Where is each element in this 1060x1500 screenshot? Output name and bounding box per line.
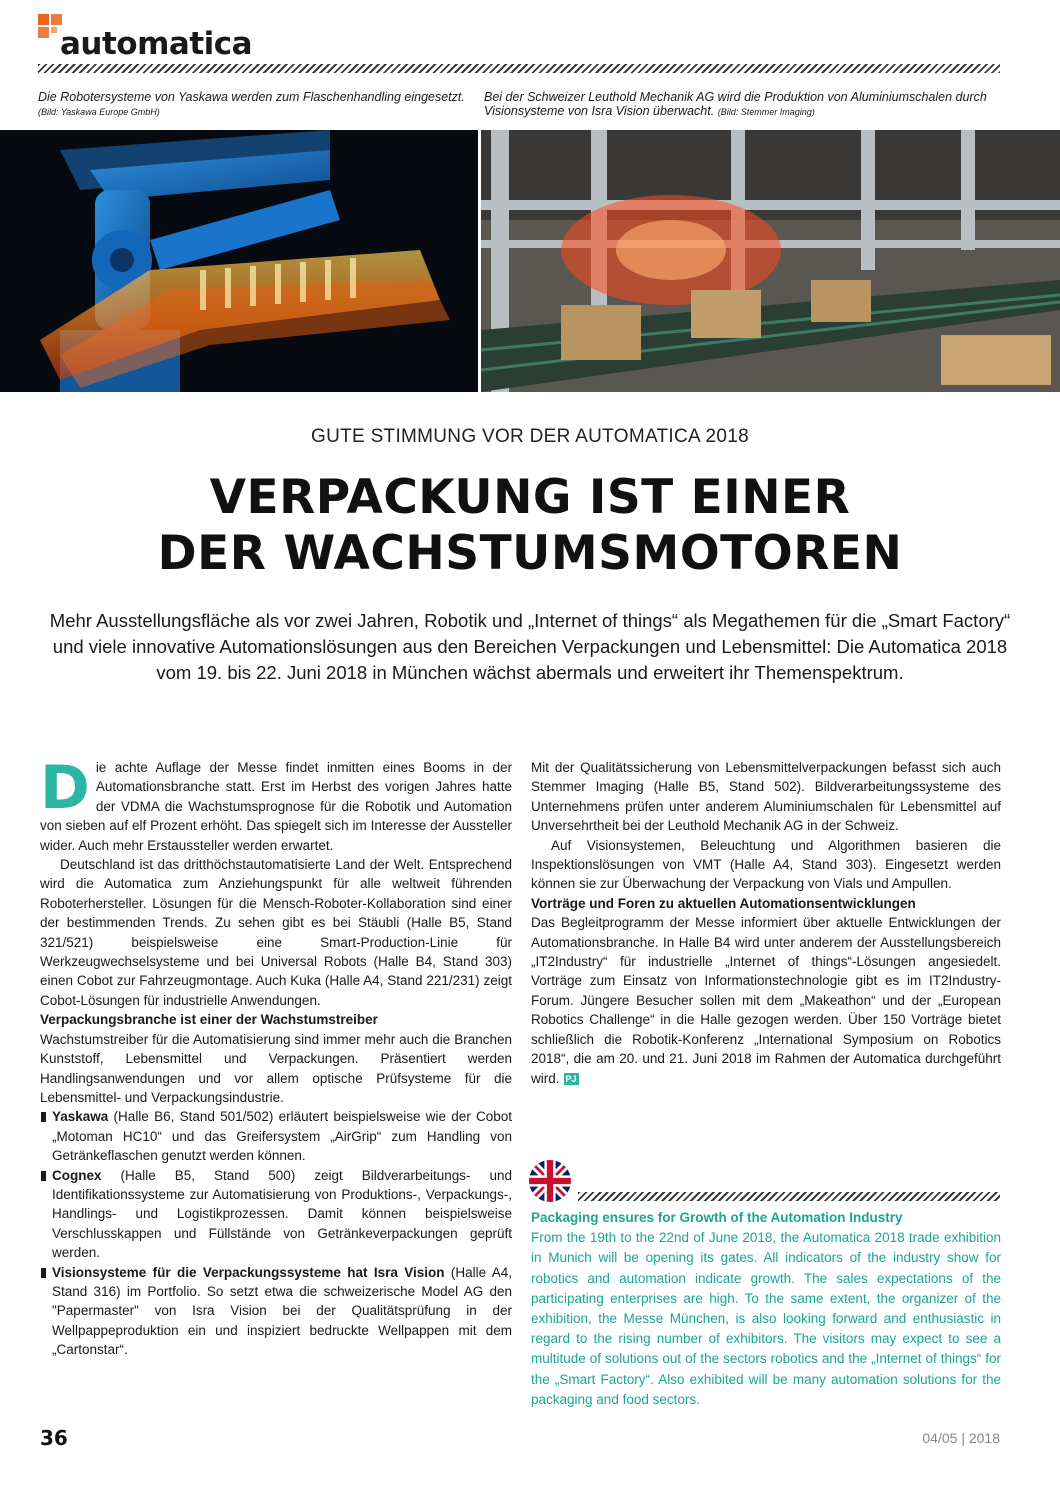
paragraph-text: Das Begleitprogramm der Messe informiert über aktuelle Entwicklungen der Automationsbranche. In Halle B4 wird unter anderem der Ausstellungsbereich „IT2Industry“ für industrielle „Internet of things“-Lösungen angesiedelt. Vorträge zum Einsatz von Informationstechnologie gibt es im IT2Industry-Forum. Jüngere Besucher sollen mit dem „Makeathon“ und der „European Robotics Challenge“ in die Halle gezogen werden. Über 150 Vorträge bietet schließlich die Robotik-Konferenz „International Symposium on Robotics 2018“, die am 20. und 21. Juni 2018 im Rahmen der Automatica durchgeführt wird. bbox=[531, 915, 1001, 1086]
article-kicker: GUTE STIMMUNG VOR DER AUTOMATICA 2018 bbox=[311, 426, 749, 447]
english-summary-title: Packaging ensures for Growth of the Automation Industry bbox=[531, 1210, 903, 1225]
caption-text: Bei der Schweizer Leuthold Mechanik AG wird die Produktion von Aluminiumschalen durch Visionsysteme von Isra Vision überwacht. bbox=[484, 90, 987, 118]
bullet-item bbox=[40, 1107, 512, 1165]
issue-number: 04/05 | 2018 bbox=[922, 1430, 1000, 1446]
paragraph: Wachstumstreiber für die Automatisierung sind immer mehr auch die Branchen Kunststoff, Lebensmittel und Verpackungen. Präsentiert werden Handlingsanwendungen und vor allem optische Prüfsysteme für die Lebensmittel- und Verpackungsindustrie. bbox=[40, 1031, 512, 1105]
paragraph-intro bbox=[40, 753, 512, 855]
article-headline bbox=[0, 470, 1060, 582]
bullet-lead: Cognex bbox=[52, 1167, 102, 1183]
bullet-item bbox=[40, 1263, 512, 1360]
english-summary-text: From the 19th to the 22nd of June 2018, the Automatica 2018 trade exhibition in Munich will be opening its gates. All indicators of the industry show for robotics and automation indicate growth. The sales expectations of the participating enterprises are high. To the same extent, the organizer of the exhibition, the Messe München, is also looking forward and enthusiastic in regard to the rising number of exhibitors. The visitors may expect to see a multitude of solutions out of the sectors robotics and the „Internet of things“ for the „Smart Factory“. Also exhibited will be many automation solutions for the packaging and food sectors. bbox=[531, 1230, 1001, 1407]
photo-caption-left bbox=[38, 90, 478, 119]
inspection-line-photo bbox=[481, 130, 1060, 392]
headline-line-2: DER WACHSTUMSMOTOREN bbox=[157, 526, 903, 581]
bullet-lead: Yaskawa bbox=[52, 1109, 109, 1125]
paragraph: Deutschland ist das dritthöchstautomatisierte Land der Welt. Entsprechend wird die Automatica zum Anziehungspunkt für alle weltweit führenden Roboterhersteller. Lösungen für die Mensch-Roboter-Kollaboration sind einer der bestimmenden Trends. Zu sehen gibt es bei Stäubli (Halle B5, Stand 321/521) beispielsweise eine Smart-Production-Linie für Werkzeugwechselsysteme und bei Universal Robots (Halle B4, Stand 303) einen Cobot zur Fahrzeugmontage. Auch Kuka (Halle A4, Stand 221/231) zeigt Cobot-Lösungen für industrielle Anwendungen. bbox=[40, 857, 512, 1008]
caption-text: Die Robotersysteme von Yaskawa werden zum Flaschenhandling eingesetzt. bbox=[38, 90, 465, 104]
robot-photo-illustration bbox=[0, 130, 478, 392]
paragraph bbox=[531, 913, 1001, 1088]
english-divider bbox=[578, 1192, 1000, 1201]
paragraph-intro-text: ie achte Auflage der Messe findet inmitten eines Booms in der Automationsbranche statt. Erst im Herbst des vorigen Jahres hatte der VDMA die Wachstumsprognose für die Robotik und Automation von sieben auf elf Prozent erhöht. Das spiegelt sich im Interesse der Aussteller wider. Auch mehr Erstaussteller werden erwartet. bbox=[40, 760, 512, 853]
article-column-right bbox=[531, 758, 1001, 1088]
page-number: 36 bbox=[40, 1426, 68, 1450]
english-summary bbox=[531, 1208, 1001, 1410]
bullet-item bbox=[40, 1166, 512, 1263]
article-column-left bbox=[40, 753, 513, 1360]
bullet-lead: Visionsysteme für die Verpackungssysteme hat Isra Vision bbox=[52, 1264, 445, 1280]
drop-cap: D bbox=[40, 753, 90, 823]
section-subhead: Vorträge und Foren zu aktuellen Automationsentwicklungen bbox=[531, 895, 916, 911]
author-end-mark: PJ bbox=[565, 1073, 577, 1084]
inspection-line-illustration bbox=[481, 130, 1060, 392]
bullet-text: (Halle B6, Stand 501/502) erläutert beispielsweise wie der Cobot „Motoman HC10“ und das Greifersystem „AirGrip“ zum Handling von Getränkeflaschen genutzt werden können. bbox=[52, 1109, 512, 1164]
section-subhead: Verpackungsbranche ist einer der Wachstumstreiber bbox=[40, 1012, 378, 1028]
paragraph: Mit der Qualitätssicherung von Lebensmittelverpackungen befasst sich auch Stemmer Imaging (Halle B5, Stand 502). Bildverarbeitungssysteme des Unternehmens prüfen unter anderem Aluminiumschalen für Lebensmittel auf Unversehrtheit bei der Leuthold Mechanik AG in der Schweiz. bbox=[531, 760, 1001, 834]
photo-caption-right bbox=[484, 90, 1004, 119]
header-divider bbox=[38, 64, 1000, 73]
robot-photo bbox=[0, 130, 478, 392]
article-lead: Mehr Ausstellungsfläche als vor zwei Jahren, Robotik und „Internet of things“ als Megathemen für die „Smart Factory“ und viele innovative Automationslösungen aus den Bereichen Verpackungen und Lebensmittel: Die Automatica 2018 vom 19. bis 22. Juni 2018 in München wächst abermals und erweitert ihr Themenspektrum. bbox=[49, 610, 1011, 683]
caption-source: (Bild: Stemmer Imaging) bbox=[717, 107, 815, 117]
caption-source: (Bild: Yaskawa Europe GmbH) bbox=[38, 107, 160, 117]
paragraph: Auf Visionsystemen, Beleuchtung und Algorithmen basieren die Inspektionslösungen von VMT (Halle A4, Stand 303). Eingesetzt werden können sie zur Überwachung der Verpackung von Vials und Ampullen. bbox=[531, 837, 1001, 892]
uk-flag-icon bbox=[529, 1160, 571, 1202]
bullet-text: (Halle A4, Stand 316) im Portfolio. So setzt etwa die schweizerische Model AG den "Papermaster" von Isra Vision bei der Qualitätsprüfung in der Wellpappeproduktion ein und inspiziert bedruckte Wellpappen mit dem „Cartonstar“. bbox=[52, 1264, 513, 1358]
uk-flag-graphic bbox=[529, 1160, 571, 1202]
headline-line-1: VERPACKUNG IST EINER bbox=[209, 470, 851, 525]
magazine-logo: automatica bbox=[60, 26, 253, 62]
bullet-text: (Halle B5, Stand 500) zeigt Bildverarbeitungs- und Identifikationssysteme zur Automatisierung von Produktions-, Verpackungs-, Handlings- und Logistikprozessen. Damit können beispielsweise Verschlusskappen und Füllstände von Getränkeverpackungen geprüft werden. bbox=[52, 1167, 512, 1261]
